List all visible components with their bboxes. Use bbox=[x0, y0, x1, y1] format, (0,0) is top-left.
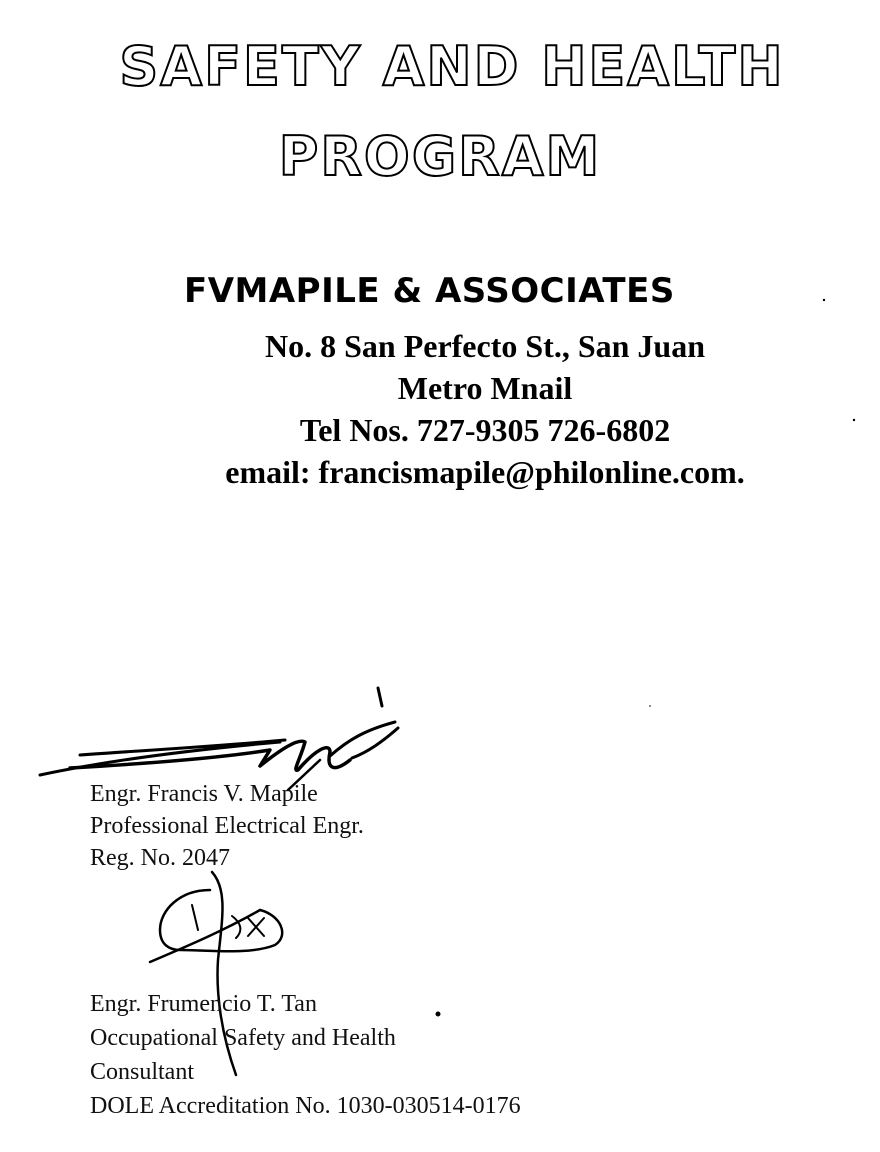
signatory-mapile-reg-number: Reg. No. 2047 bbox=[90, 845, 230, 871]
signatory-mapile-title: Professional Electrical Engr. bbox=[90, 813, 364, 839]
company-phone-numbers: Tel Nos. 727-9305 726-6802 bbox=[299, 412, 671, 448]
company-email: email: francismapile@philonline.com. bbox=[225, 454, 745, 490]
document-title-line-2: PROGRAM bbox=[278, 125, 602, 188]
signatory-mapile-name: Engr. Francis V. Mapile bbox=[90, 781, 318, 807]
document-title-line-1: SAFETY AND HEALTH bbox=[119, 35, 785, 98]
signatory-tan-title: Occupational Safety and Health bbox=[90, 1025, 396, 1051]
signatory-tan-title-continued: Consultant bbox=[90, 1059, 195, 1085]
company-address-city: Metro Mnail bbox=[397, 370, 573, 406]
signatory-tan-name: Engr. Frumencio T. Tan bbox=[90, 991, 317, 1017]
company-address-street: No. 8 San Perfecto St., San Juan bbox=[264, 328, 705, 364]
company-name: FVMAPILE & ASSOCIATES bbox=[184, 271, 675, 311]
signatory-tan-accreditation: DOLE Accreditation No. 1030-030514-0176 bbox=[90, 1093, 521, 1119]
